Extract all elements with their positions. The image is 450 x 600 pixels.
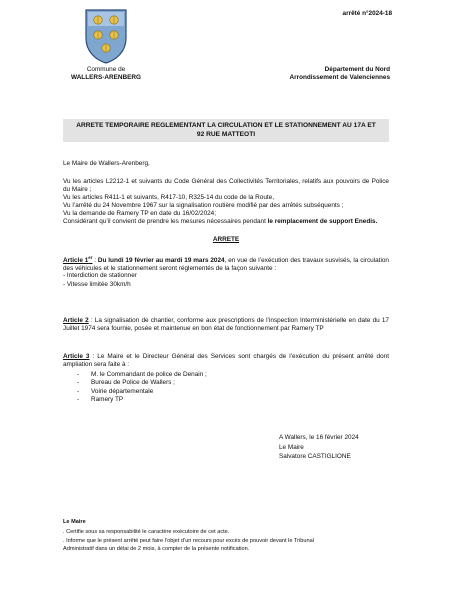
commune-name: WALLERS-ARENBERG (71, 74, 141, 81)
article-1: Article 1er : Du lundi 19 février au mardi 19 mars 2024, en vue de l’exécution des travaux susvisés, la circulation des véhicules et le stationnement seront réglementés de la façon suivante : (63, 255, 389, 273)
considerant (63, 218, 393, 226)
considerant-text: Considérant qu’il convient de prendre les mesures nécessaires pendant (63, 218, 268, 225)
footer-line-1: . Certifie sous sa responsabilité le caractère exécutoire de cet acte. (63, 529, 230, 535)
list-item: - Ramery TP (63, 396, 389, 404)
list-item: - Voirie départementale (63, 388, 389, 396)
arrondissement-name: Arrondissement de Valenciennes (289, 74, 390, 81)
recipient-list (63, 371, 389, 404)
article-3-label: Article 3 (63, 353, 90, 360)
article-1-dates: Du lundi 19 février au mardi 19 mars 2024 (97, 257, 225, 265)
arrete-heading: ARRETE (212, 236, 240, 243)
legal-basis-4: Vu la demande de Ramery TP en date du 16/02/2024; (63, 210, 217, 217)
list-item: - M. le Commandant de police de Denain ; (63, 371, 389, 379)
list-item: - Bureau de Police de Wallers ; (63, 379, 389, 387)
legal-basis-3: Vu l’arrêté du 24 Novembre 1967 sur la signalisation routière modifié par des arrêtés subséquents ; (63, 202, 344, 209)
article-1-item-a: - Interdiction de stationner (63, 272, 137, 279)
signature-role: Le Maire (279, 444, 304, 451)
article-1-label: Article 1er (63, 255, 93, 265)
footer-line-3: Administratif dans un délai de 2 mois, à compter de la présente notification. (63, 546, 250, 552)
commune-label: Commune de (86, 66, 126, 73)
legal-basis-2: Vu les articles R411-1 et suivants, R417-10, R325-14 du code de la Route, (63, 194, 275, 201)
department-name: Département du Nord (324, 66, 390, 73)
preamble-intro: Le Maire de Wallers-Arenberg, (63, 160, 150, 167)
article-1-text: , en vue de l’exécution des travaux susvisés, la circulation des véhicules et le stationnement seront réglementés de la façon suivante : (63, 257, 389, 273)
article-3-text: : Le Maire et le Directeur Général des Services sont chargés de l’exécution du présent arrêté dont ampliation sera faite à : (63, 353, 389, 369)
article-2-label: Article 2 (63, 317, 89, 324)
decree-title (63, 119, 389, 142)
title-line-1: ARRETE TEMPORAIRE REGLEMENTANT LA CIRCULATION ET LE STATIONNEMENT AU 17A ET (76, 122, 376, 130)
signature-name: Salvatore CASTIGLIONE (279, 453, 351, 460)
decree-reference: arrêté n°2024-18 (342, 10, 392, 17)
article-1-item-b: - Vitesse limitée 30km/h (63, 281, 131, 288)
title-line-2: 92 RUE MATTEOTI (196, 130, 256, 138)
footer-line-2: . Informe que le présent arrêté peut faire l’objet d’un recours pour excès de pouvoir devant le Tribunal (63, 538, 314, 544)
legal-basis-1: Vu les articles L2212-1 et suivants du Code Général des Collectivités Territoriales, relatifs aux pouvoirs de Police du Maire ; (63, 178, 389, 194)
article-2-text: : La signalisation de chantier, conforme aux prescriptions de l’inspection Interministérielle en date du 17 Juillet 1974 sera fournie, posée et maintenue en bon état de fonctionnement par Ramery TP (63, 317, 389, 333)
article-3 (63, 353, 389, 369)
considerant-bold: le remplacement de support Enedis. (267, 218, 378, 225)
signature-place-date: A Wallers, le 16 février 2024 (279, 434, 359, 441)
article-2 (63, 317, 389, 333)
coat-of-arms-logo (84, 8, 128, 64)
footer-title: Le Maire (63, 519, 86, 525)
